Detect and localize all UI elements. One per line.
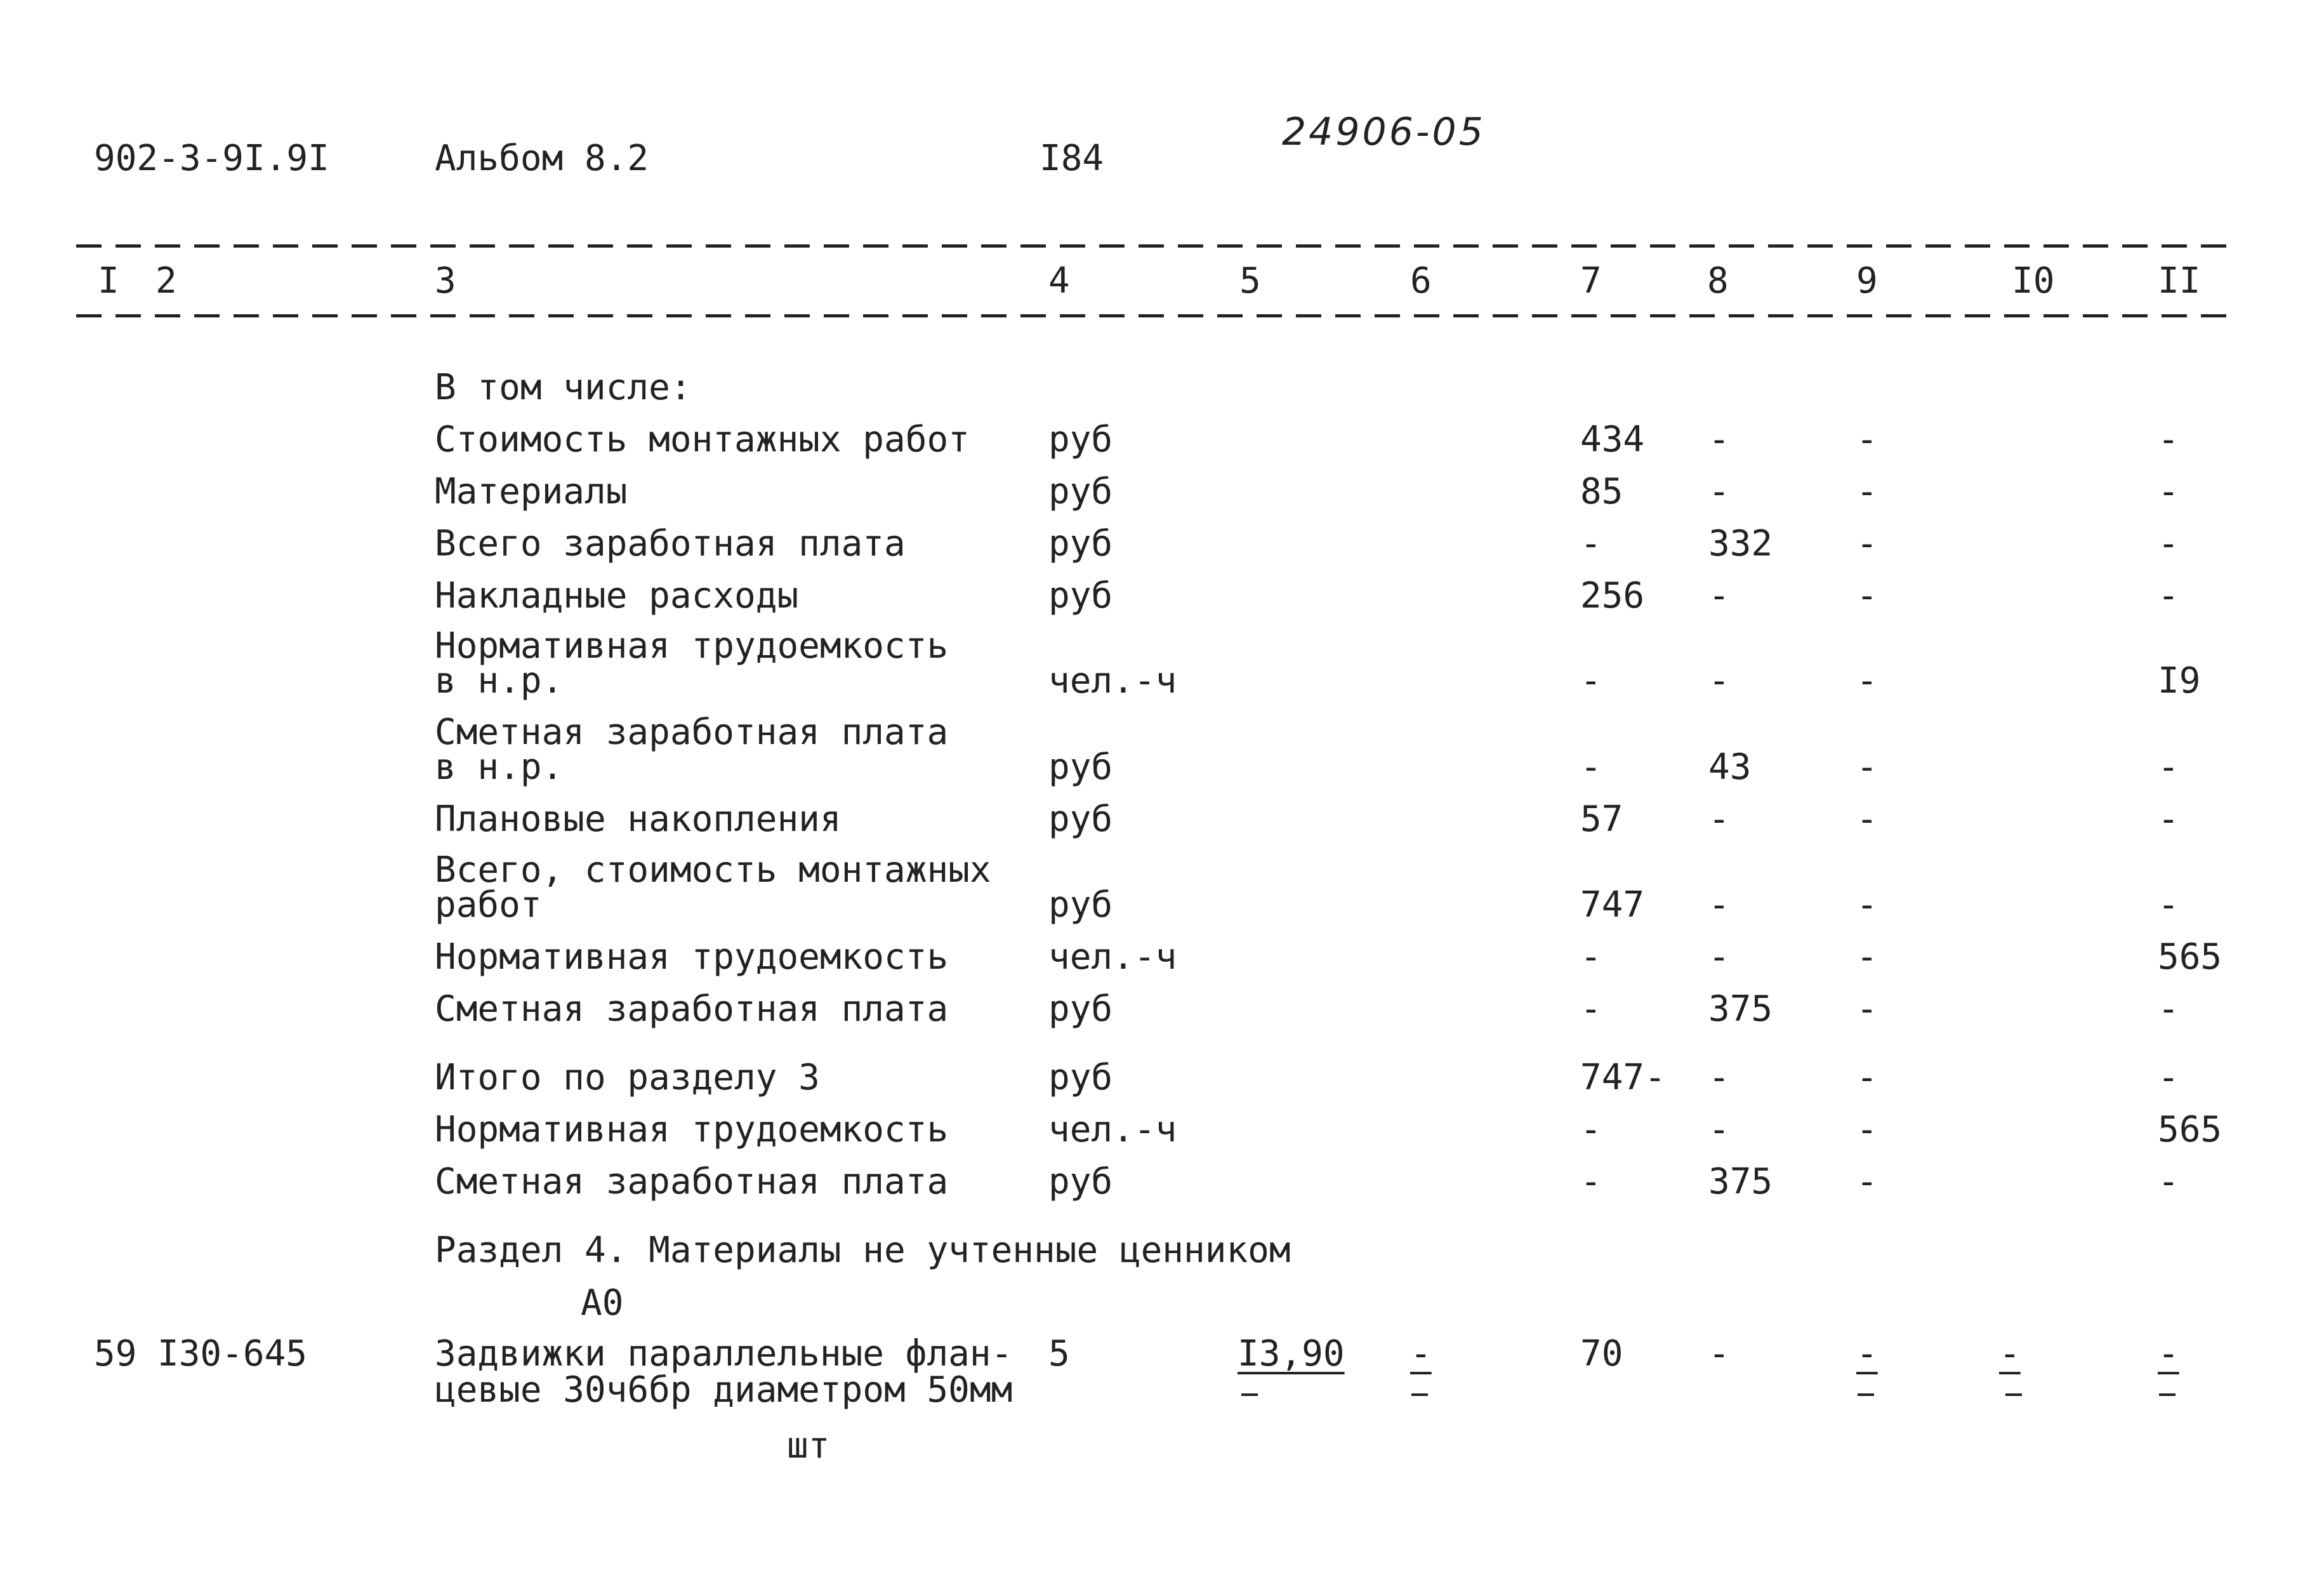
row-name: Нормативная трудоемкость	[435, 936, 949, 978]
row-name: Нормативная трудоемкость	[435, 1109, 949, 1150]
row-col11: -	[2158, 988, 2179, 1030]
row-unit: руб	[1048, 523, 1113, 564]
row-col8: -	[1708, 1109, 1730, 1150]
row-col9: -	[1856, 747, 1878, 788]
column-header-1: I	[98, 260, 119, 302]
row-name: Всего, стоимость монтажных	[435, 849, 991, 891]
col11-sub-dash	[2159, 1393, 2175, 1396]
row-unit: чел.-ч	[1048, 660, 1177, 701]
row-col9: -	[1856, 884, 1878, 926]
row-col11: -	[2158, 1161, 2179, 1202]
column-header-2: 2	[155, 260, 177, 302]
row-col9: -	[1856, 660, 1878, 701]
row-unit: руб	[1048, 575, 1113, 616]
row-col7: 434	[1580, 419, 1645, 460]
row-col8: -	[1708, 1057, 1730, 1098]
column-header-6: 6	[1410, 260, 1432, 302]
row-name-continuation: в н.р.	[435, 660, 564, 701]
row-col9: -	[1856, 1161, 1878, 1202]
row-col9: -	[1856, 471, 1878, 512]
item-col6: -	[1410, 1333, 1432, 1374]
row-col11: I9	[2158, 660, 2201, 701]
item-unit: шт	[787, 1425, 830, 1466]
row-col9: -	[1856, 936, 1878, 978]
column-header-4: 4	[1048, 260, 1070, 302]
row-col8: 375	[1708, 1161, 1773, 1202]
row-name: Нормативная трудоемкость	[435, 625, 949, 667]
row-col11: -	[2158, 1057, 2179, 1098]
item-col8: -	[1708, 1333, 1730, 1374]
row-name: Материалы	[435, 471, 628, 512]
header-bottom-dashed-line	[76, 314, 2234, 317]
row-col11: -	[2158, 575, 2179, 616]
row-unit: руб	[1048, 1057, 1113, 1098]
row-col8: -	[1708, 799, 1730, 840]
item-col10: -	[1999, 1333, 2021, 1374]
row-col8: -	[1708, 936, 1730, 978]
row-col9: -	[1856, 523, 1878, 564]
row-col11: -	[2158, 884, 2179, 926]
row-col7: -	[1580, 1161, 1602, 1202]
item-name-continuation: цевые 30ч6бр диаметром 50мм	[435, 1369, 1013, 1411]
col9-sub-dash	[1858, 1393, 1874, 1396]
column-header-9: 9	[1856, 260, 1878, 302]
row-col9: -	[1856, 1057, 1878, 1098]
item-number: 59	[94, 1333, 137, 1374]
item-quantity: 5	[1048, 1333, 1070, 1374]
column-header-7: 7	[1580, 260, 1602, 302]
row-col7: 747	[1580, 884, 1645, 926]
item-col7: 70	[1580, 1333, 1623, 1374]
doc-number: 902-3-9I.9I	[94, 138, 329, 179]
row-unit: чел.-ч	[1048, 936, 1177, 978]
row-name: Стоимость монтажных работ	[435, 419, 970, 460]
row-col9: -	[1856, 799, 1878, 840]
row-unit: руб	[1048, 747, 1113, 788]
row-col8: -	[1708, 419, 1730, 460]
column-header-11: II	[2158, 260, 2201, 302]
row-col7: 256	[1580, 575, 1645, 616]
row-unit: руб	[1048, 884, 1113, 926]
row-col11: 565	[2158, 1109, 2222, 1150]
row-name: Сметная заработная плата	[435, 1161, 949, 1202]
row-name: Итого по разделу 3	[435, 1057, 820, 1098]
col6-sub-dash	[1411, 1393, 1428, 1396]
row-col7: 57	[1580, 799, 1623, 840]
row-col8: -	[1708, 471, 1730, 512]
item-col11: -	[2158, 1333, 2179, 1374]
item-code: I30-645	[157, 1333, 308, 1374]
column-header-8: 8	[1707, 260, 1729, 302]
row-col11: -	[2158, 799, 2179, 840]
row-unit: руб	[1048, 799, 1113, 840]
row-col9: -	[1856, 575, 1878, 616]
row-col8: -	[1708, 660, 1730, 701]
row-unit: руб	[1048, 988, 1113, 1030]
row-name: Всего заработная плата	[435, 523, 906, 564]
row-unit: чел.-ч	[1048, 1109, 1177, 1150]
row-col7: 747-	[1580, 1057, 1666, 1098]
row-col8: -	[1708, 575, 1730, 616]
row-col8: 43	[1708, 747, 1752, 788]
section4-title: Раздел 4. Материалы не учтенные ценником	[435, 1230, 1291, 1271]
row-col8: -	[1708, 884, 1730, 926]
price-sub-dash	[1241, 1393, 1258, 1396]
item-name: Задвижки параллельные флан-	[435, 1333, 1013, 1374]
row-col11: -	[2158, 747, 2179, 788]
row-col7: 85	[1580, 471, 1623, 512]
column-header-5: 5	[1239, 260, 1261, 302]
row-name-continuation: работ	[435, 884, 542, 926]
row-col7: -	[1580, 988, 1602, 1030]
row-col7: -	[1580, 660, 1602, 701]
row-col7: -	[1580, 523, 1602, 564]
row-col7: -	[1580, 747, 1602, 788]
item-col9: -	[1856, 1333, 1878, 1374]
item-price: I3,90	[1238, 1333, 1345, 1374]
row-col11: -	[2158, 523, 2179, 564]
row-col9: -	[1856, 988, 1878, 1030]
row-unit: руб	[1048, 419, 1113, 460]
row-name: Накладные расходы	[435, 575, 799, 616]
row-col8: 375	[1708, 988, 1773, 1030]
row-col7: -	[1580, 936, 1602, 978]
album-label: Альбом 8.2	[435, 138, 649, 179]
column-header-3: 3	[435, 260, 456, 302]
section-intro: В том числе:	[435, 367, 692, 408]
col10-sub-dash	[2005, 1393, 2022, 1396]
row-unit: руб	[1048, 1161, 1113, 1202]
section4-code: А0	[581, 1282, 624, 1324]
row-col11: 565	[2158, 936, 2222, 978]
row-col11: -	[2158, 471, 2179, 512]
row-name-continuation: в н.р.	[435, 747, 564, 788]
row-unit: руб	[1048, 471, 1113, 512]
row-col9: -	[1856, 1109, 1878, 1150]
row-name: Сметная заработная плата	[435, 988, 949, 1030]
column-header-10: I0	[2012, 260, 2055, 302]
row-col7: -	[1580, 1109, 1602, 1150]
row-col8: 332	[1708, 523, 1773, 564]
header-top-dashed-line	[76, 244, 2234, 248]
row-col9: -	[1856, 419, 1878, 460]
row-name: Сметная заработная плата	[435, 712, 949, 753]
handwritten-number: 24906-05	[1282, 110, 1486, 154]
row-name: Плановые накопления	[435, 799, 842, 840]
row-col11: -	[2158, 419, 2179, 460]
page-number: I84	[1040, 138, 1104, 179]
